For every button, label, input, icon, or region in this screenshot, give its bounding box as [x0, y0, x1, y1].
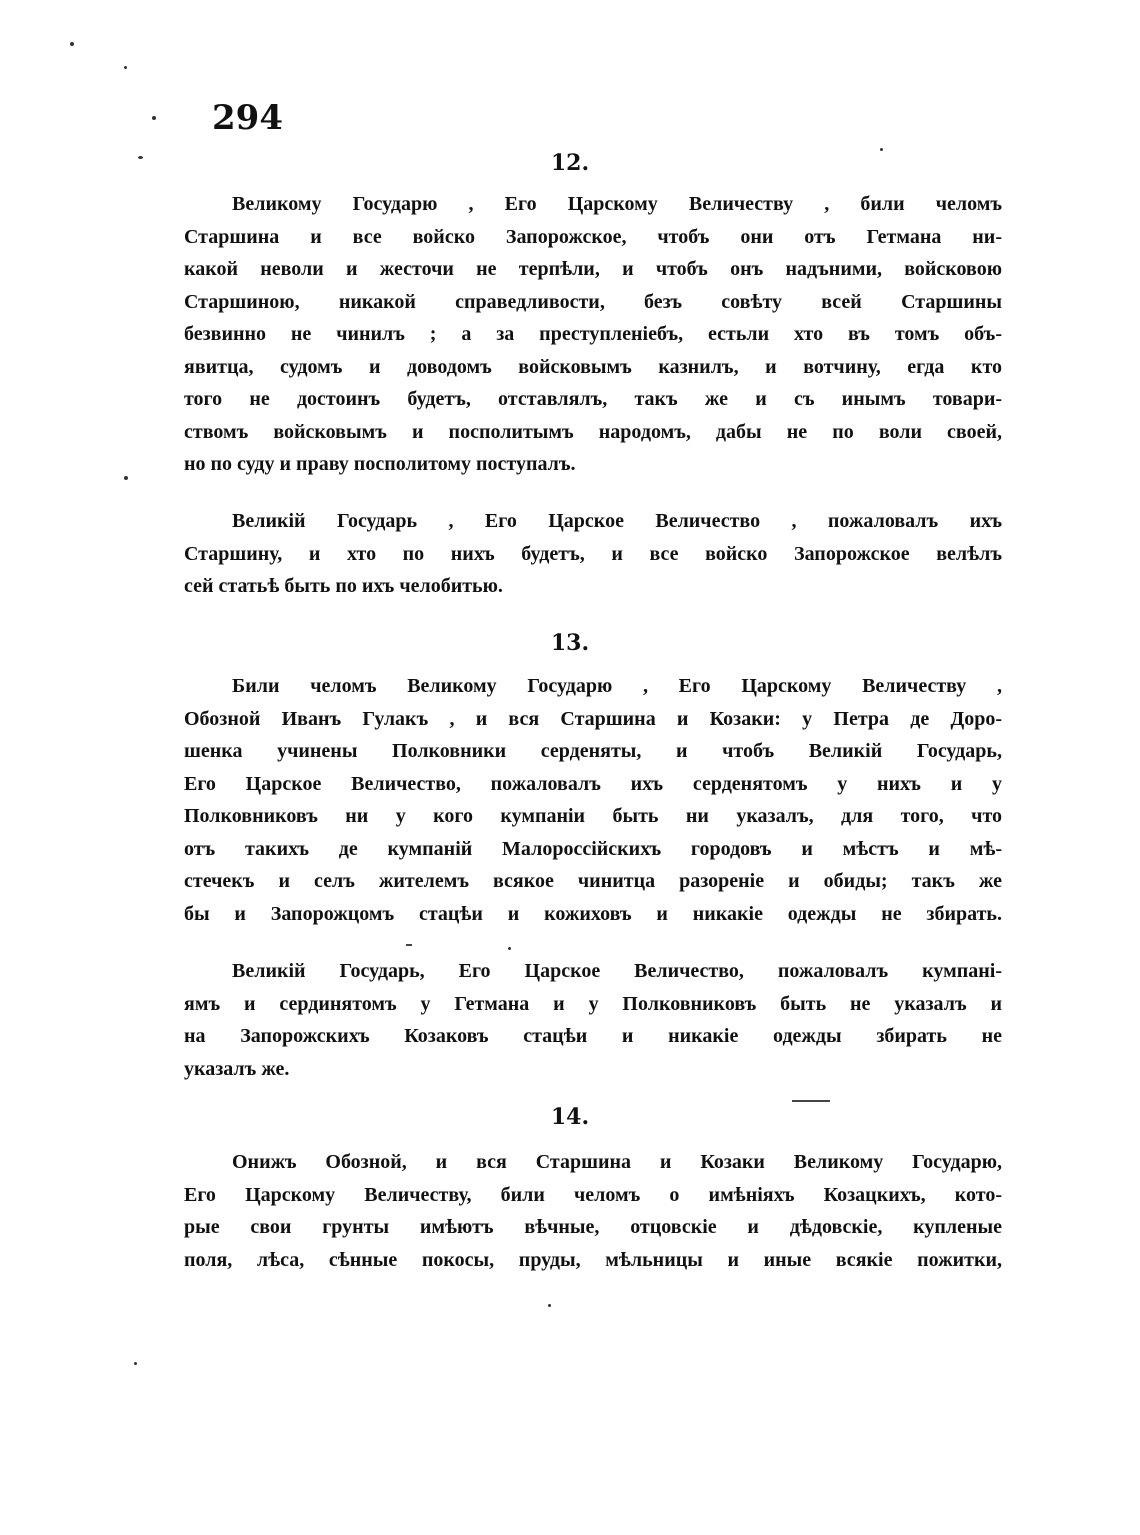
text-line: сей статьѣ быть по ихъ челобитью. — [184, 575, 503, 597]
text-line: Старшина и все войско Запорожское, чтобъ они отъ Гетмана ни- — [184, 225, 1002, 248]
paragraph — [184, 188, 1002, 481]
scan-speck — [508, 947, 511, 950]
text-line: указалъ же. — [184, 1057, 290, 1080]
page-number: 294 — [212, 98, 283, 138]
section-number: 12. — [550, 150, 590, 176]
text-line: шенка учинены Полковники серденяты, и чтобъ Великій Государь, — [184, 740, 1002, 762]
text-line: Били челомъ Великому Государю , Его Царскому Величеству , — [232, 675, 1002, 697]
text-line: Обозной Иванъ Гулакъ , и вся Старшина и Козаки: у Петра де Доро- — [184, 707, 1002, 730]
text-line: но по суду и праву посполитому поступалъ. — [184, 453, 576, 475]
paragraph — [184, 1146, 1002, 1276]
section-number: 13. — [550, 630, 590, 656]
text-line: на Запорожскихъ Козаковъ стацѣи и никакіе одежды збирать не — [184, 1025, 1002, 1047]
text-line: стечекъ и селъ жителемъ всякое чинитца разореніе и обиды; такъ же — [184, 870, 1002, 892]
text-line: Его Царское Величество, пожаловалъ ихъ серденятомъ у нихъ и у — [184, 772, 1002, 795]
scan-mark — [406, 944, 412, 946]
text-line: ствомъ войсковымъ и посполитымъ народомъ, дабы не по воли своей, — [184, 420, 1002, 443]
text-line: Полковниковъ ни у кого кумпаніи быть ни указалъ, для того, что — [184, 805, 1002, 827]
scan-mark — [792, 1100, 830, 1102]
text-line: поля, лѣса, сѣнные покосы, пруды, мѣльницы и иные всякіе пожитки, — [184, 1248, 1002, 1271]
scan-speck — [124, 66, 127, 69]
text-line: явитца, судомъ и доводомъ войсковымъ казнилъ, и вотчину, егда кто — [184, 355, 1002, 378]
scan-speck — [548, 1304, 551, 1307]
text-line: какой неволи и жесточи не терпѣли, и чтобъ онъ надъними, войсковою — [184, 258, 1002, 280]
text-line: рые свои грунты имѣютъ вѣчные, отцовскіе и дѣдовскіе, купленые — [184, 1216, 1002, 1238]
scan-speck — [152, 116, 156, 120]
text-line: отъ такихъ де кумпаній Малороссійскихъ городовъ и мѣстъ и мѣ- — [184, 837, 1002, 860]
text-line: Великому Государю , Его Царскому Величеству , били челомъ — [232, 193, 1002, 215]
scan-speck — [880, 148, 883, 151]
scan-speck — [70, 42, 74, 46]
scan-speck — [134, 1362, 137, 1365]
scan-speck — [124, 476, 128, 480]
text-line: Старшину, и хто по нихъ будетъ, и все войско Запорожское велѣлъ — [184, 542, 1002, 565]
text-line: Старшиною, никакой справедливости, безъ совѣту всей Старшины — [184, 290, 1002, 313]
paragraph — [184, 670, 1002, 930]
text-line: Его Царскому Величеству, били челомъ о имѣніяхъ Козацкихъ, кото- — [184, 1183, 1002, 1206]
text-line: бы и Запорожцомъ стацѣи и кожиховъ и никакіе одежды не збирать. — [184, 902, 1002, 925]
paragraph — [184, 955, 1002, 1085]
text-line: Онижъ Обозной, и вся Старшина и Козаки Великому Государю, — [232, 1151, 1002, 1173]
section-number: 14. — [550, 1104, 590, 1130]
scan-speck — [138, 156, 143, 159]
text-line: Великій Государь, Его Царское Величество, пожаловалъ кумпані- — [232, 960, 1002, 982]
text-line: того не достоинъ будетъ, отставлялъ, такъ же и съ инымъ товари- — [184, 388, 1002, 410]
text-line: ямъ и сердинятомъ у Гетмана и у Полковниковъ быть не указалъ и — [184, 992, 1002, 1015]
paragraph — [184, 505, 1002, 603]
text-line: безвинно не чинилъ ; а за преступленіебъ, естьли хто въ томъ объ- — [184, 323, 1002, 345]
text-line: Великій Государь , Его Царское Величество , пожаловалъ ихъ — [232, 510, 1002, 532]
